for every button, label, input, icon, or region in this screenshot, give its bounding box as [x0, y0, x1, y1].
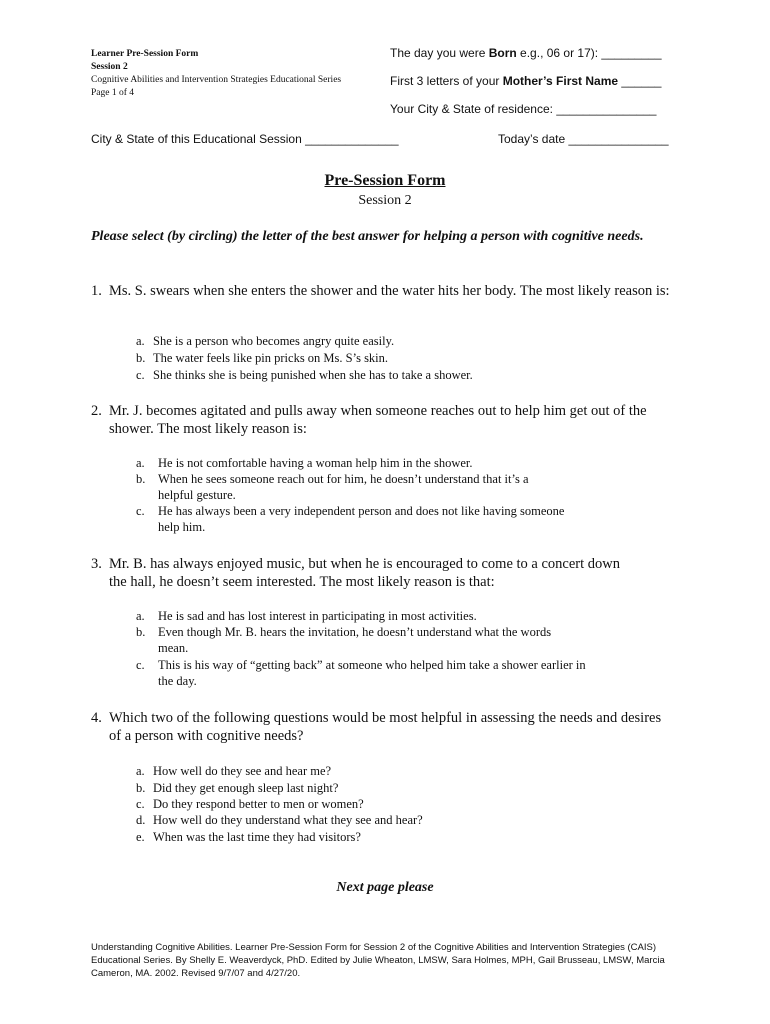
next-page-note: Next page please	[336, 880, 434, 895]
option-text: Even though Mr. B. hears the invitation, he doesn’t understand what the words mean.	[158, 625, 552, 655]
option-text: When was the last time they had visitors?	[153, 830, 361, 844]
question-text: Mr. B. has always enjoyed music, but when he is encouraged to come to a concert down the hall, he doesn’t seem interested. The most likely reason is that:	[109, 556, 620, 590]
option-text: She is a person who becomes angry quite easily.	[153, 334, 395, 348]
question-4	[91, 709, 671, 745]
option-text: How well do they see and hear me?	[153, 764, 332, 778]
answer-option[interactable]	[136, 796, 616, 812]
form-name: Learner Pre-Session Form	[91, 49, 199, 59]
option-letter[interactable]: e.	[136, 830, 145, 844]
option-letter[interactable]: c.	[136, 504, 145, 518]
session-label: Session 2	[91, 62, 128, 72]
option-text: He is not comfortable having a woman help him in the shower.	[158, 456, 473, 470]
option-letter[interactable]: b.	[136, 781, 146, 795]
mother-name-label-post: ______	[618, 74, 662, 88]
session-city-field[interactable]: City & State of this Educational Session ______________	[91, 132, 399, 146]
answer-option[interactable]	[136, 763, 616, 779]
question-number: 2.	[91, 403, 102, 419]
answer-option[interactable]	[136, 333, 616, 349]
born-day-field[interactable]	[390, 46, 662, 60]
question-3	[91, 555, 631, 591]
option-letter[interactable]: b.	[136, 472, 146, 486]
born-day-label-post: e.g., 06 or 17): _________	[516, 46, 662, 60]
footer-citation: Understanding Cognitive Abilities. Learner Pre-Session Form for Session 2 of the Cognitive Abilities and Intervention Strategies (CAIS) Educational Series. By Shelly E. Weaverdyck, PhD. Edited by Julie Wheaton, LMSW, Sara Holmes, MPH, Gail Brusseau, LMSW, Marcia Cameron, MA. 2002. Revised 9/7/07 and 4/27/20.	[91, 942, 665, 979]
option-text: Do they respond better to men or women?	[153, 797, 364, 811]
option-text: She thinks she is being punished when she has to take a shower.	[153, 368, 473, 382]
question-text: Which two of the following questions would be most helpful in assessing the needs and desires of a person with cognitive needs?	[109, 710, 662, 744]
series-name: Cognitive Abilities and Intervention Strategies Educational Series	[91, 75, 342, 85]
answer-option[interactable]	[136, 780, 616, 796]
option-text: This is his way of “getting back” at someone who helped him take a shower earlier in the day.	[158, 658, 586, 688]
answer-option[interactable]	[136, 624, 566, 656]
instructions: Please select (by circling) the letter of the best answer for helping a person with cognitive needs.	[91, 229, 644, 244]
answer-option[interactable]	[136, 829, 616, 845]
answer-option[interactable]	[136, 812, 616, 828]
born-day-label-bold: Born	[488, 46, 517, 60]
mother-name-label-pre: First 3 letters of your	[390, 74, 503, 88]
today-date-field[interactable]: Today’s date _______________	[498, 132, 669, 146]
option-text: How well do they understand what they see and hear?	[153, 813, 423, 827]
answer-option[interactable]	[136, 350, 616, 366]
option-text: The water feels like pin pricks on Ms. S’s skin.	[153, 351, 389, 365]
option-text: When he sees someone reach out for him, he doesn’t understand that it’s a helpful gesture.	[158, 472, 529, 502]
question-number: 1.	[91, 283, 102, 299]
answer-option[interactable]	[136, 471, 566, 503]
option-letter[interactable]: b.	[136, 625, 146, 639]
option-letter[interactable]: b.	[136, 351, 146, 365]
option-text: He has always been a very independent person and does not like having someone help him.	[158, 504, 565, 534]
question-1	[91, 282, 691, 300]
form-header	[91, 48, 341, 100]
question-2	[91, 402, 671, 438]
answer-option[interactable]	[136, 367, 616, 383]
answer-option[interactable]	[136, 657, 596, 689]
question-text: Mr. J. becomes agitated and pulls away when someone reaches out to help him get out of the shower. The most likely reason is:	[109, 403, 647, 437]
page-subtitle: Session 2	[358, 193, 412, 208]
question-text: Ms. S. swears when she enters the shower and the water hits her body. The most likely reason is:	[109, 283, 670, 299]
answer-option[interactable]	[136, 503, 586, 535]
page-title: Pre-Session Form	[324, 172, 446, 189]
option-text: He is sad and has lost interest in participating in most activities.	[158, 609, 477, 623]
question-number: 4.	[91, 710, 102, 726]
mother-name-field[interactable]	[390, 74, 661, 88]
answer-option[interactable]	[136, 608, 586, 624]
answer-option[interactable]	[136, 455, 586, 471]
mother-name-label-bold: Mother’s First Name	[502, 74, 619, 88]
question-number: 3.	[91, 556, 102, 572]
option-letter[interactable]: c.	[136, 658, 145, 672]
residence-field[interactable]: Your City & State of residence: _______________	[390, 102, 657, 116]
option-letter[interactable]: c.	[136, 797, 145, 811]
option-text: Did they get enough sleep last night?	[153, 781, 339, 795]
option-letter[interactable]: a.	[136, 764, 145, 778]
option-letter[interactable]: a.	[136, 334, 145, 348]
option-letter[interactable]: c.	[136, 368, 145, 382]
option-letter[interactable]: a.	[136, 609, 145, 623]
page-number: Page 1 of 4	[91, 88, 135, 98]
option-letter[interactable]: a.	[136, 456, 145, 470]
option-letter[interactable]: d.	[136, 813, 146, 827]
born-day-label-pre: The day you were	[390, 46, 489, 60]
